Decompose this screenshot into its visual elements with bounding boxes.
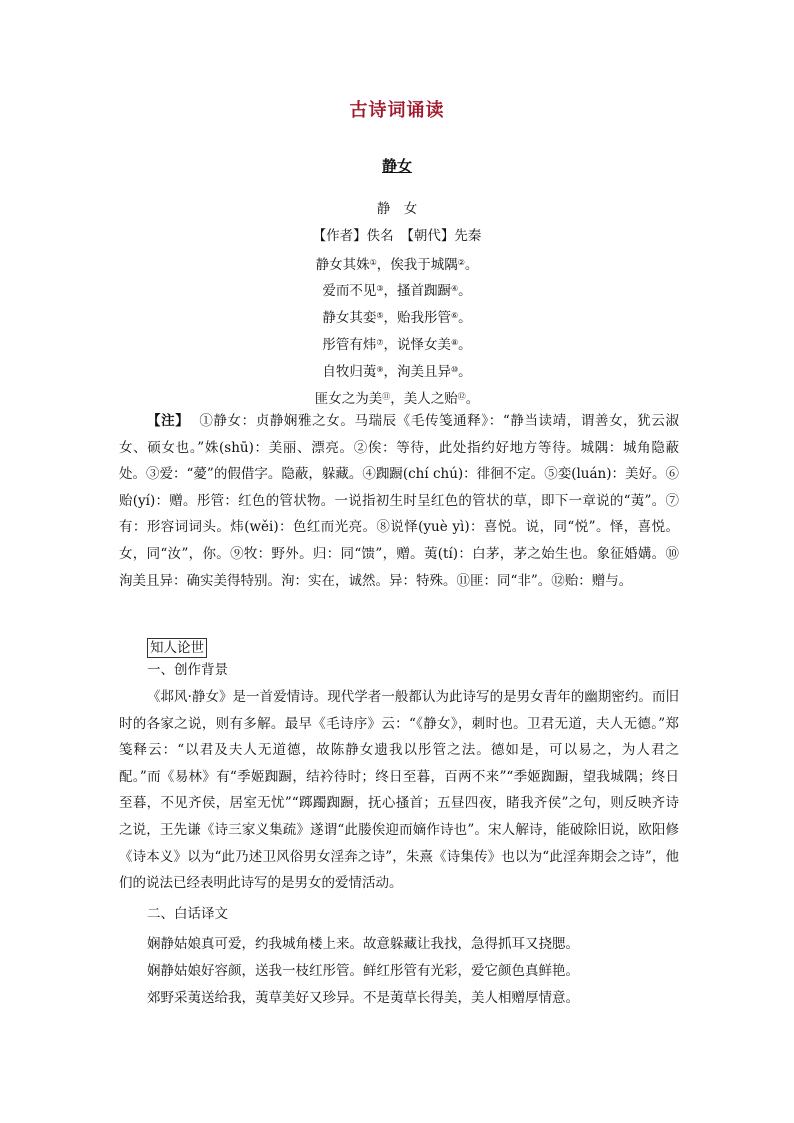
page-title: 古诗词诵读 bbox=[349, 100, 445, 121]
poem-line: 静女其姝①，俟我于城隅②。 bbox=[315, 256, 479, 273]
poem-line: 静女其娈⑤，贻我彤管⑥。 bbox=[322, 310, 472, 327]
poem-line: 匪女之为美⑪，美人之贻⑫。 bbox=[314, 390, 480, 407]
poem-block bbox=[0, 196, 794, 410]
notes-label: 【注】 bbox=[147, 413, 190, 429]
poem-line: 彤管有炜⑦，说怿女美⑧。 bbox=[322, 336, 472, 353]
poem-line: 爱而不见③，搔首踟蹰④。 bbox=[322, 283, 472, 300]
heading-translation: 二、白话译文 bbox=[147, 906, 228, 922]
poem-subtitle: 静女 bbox=[381, 157, 412, 175]
translation-line: 娴静姑娘好容颜，送我一枝红彤管。鲜红彤管有光彩，爱它颜色真鲜艳。 bbox=[147, 963, 579, 979]
section-box-label: 知人论世 bbox=[147, 638, 207, 658]
notes-text: ①静女：贞静娴雅之女。马瑞辰《毛传笺通释》：“静当读靖，谓善女，犹云淑女、硕女也。”姝(shū)：美丽、漂亮。②俟：等待，此处指约好地方等待。城隅：城角隐蔽处。③爱：“薆”的假借字。隐蔽，躲藏。④踟蹰(chí chú)：徘徊不定。⑤娈(luán)：美好。⑥贻(yí)：赠。彤管：红色的管状物。一说指初生时呈红色的管状的草，即下一章说的“荑”。⑦有：形容词词头。炜(wěi)：色红而光亮。⑧说怿(yuè yì)：喜悦。说，同“悦”。怿，喜悦。女，同“汝”，你。⑨牧：野外。归：同“馈”，赠。荑(tí)：白茅，茅之始生也。象征婚媾。⑩洵美且异：确实美得特别。洵：实在，诚然。异：特殊。⑪匪：同“非”。⑫贻：赠与。 bbox=[119, 413, 679, 589]
translation-line: 郊野采荑送给我，荑草美好又珍异。不是荑草长得美，美人相赠厚情意。 bbox=[147, 990, 579, 1006]
heading-background: 一、创作背景 bbox=[147, 662, 228, 678]
poem-line: 自牧归荑⑨，洵美且异⑩。 bbox=[322, 363, 472, 380]
annotation-notes bbox=[119, 408, 679, 594]
poem-meta: 【作者】佚名 【朝代】先秦 bbox=[312, 227, 482, 244]
poem-title: 静 女 bbox=[376, 201, 418, 217]
translation-line: 娴静姑娘真可爱，约我城角楼上来。故意躲藏让我找，急得抓耳又挠腮。 bbox=[147, 936, 579, 952]
background-paragraph: 《邶风·静女》是一首爱情诗。现代学者一般都认为此诗写的是男女青年的幽期密约。而旧时的各家之说，则有多解。最早《毛诗序》云：“《静女》，刺时也。卫君无道，夫人无德。”郑笺释云：“以君及夫人无道德，故陈静女遗我以彤管之法。德如是，可以易之，为人君之配。”而《易林》有“季姬踟蹰，结衿待时；终日至暮，百两不来”“季姬踟蹰，望我城隅；终日至暮，不见齐侯，居室无忧”“踯躅踟蹰，抚心搔首；五昼四夜，睹我齐侯”之句，则反映齐诗之说，王先谦《诗三家义集疏》遂谓“此媵俟迎而嫡作诗也”。宋人解诗，能破除旧说，欧阳修《诗本义》以为“此乃述卫风俗男女淫奔之诗”，朱熹《诗集传》也以为“此淫奔期会之诗”，他们的说法已经表明此诗写的是男女的爱情活动。 bbox=[119, 689, 679, 892]
